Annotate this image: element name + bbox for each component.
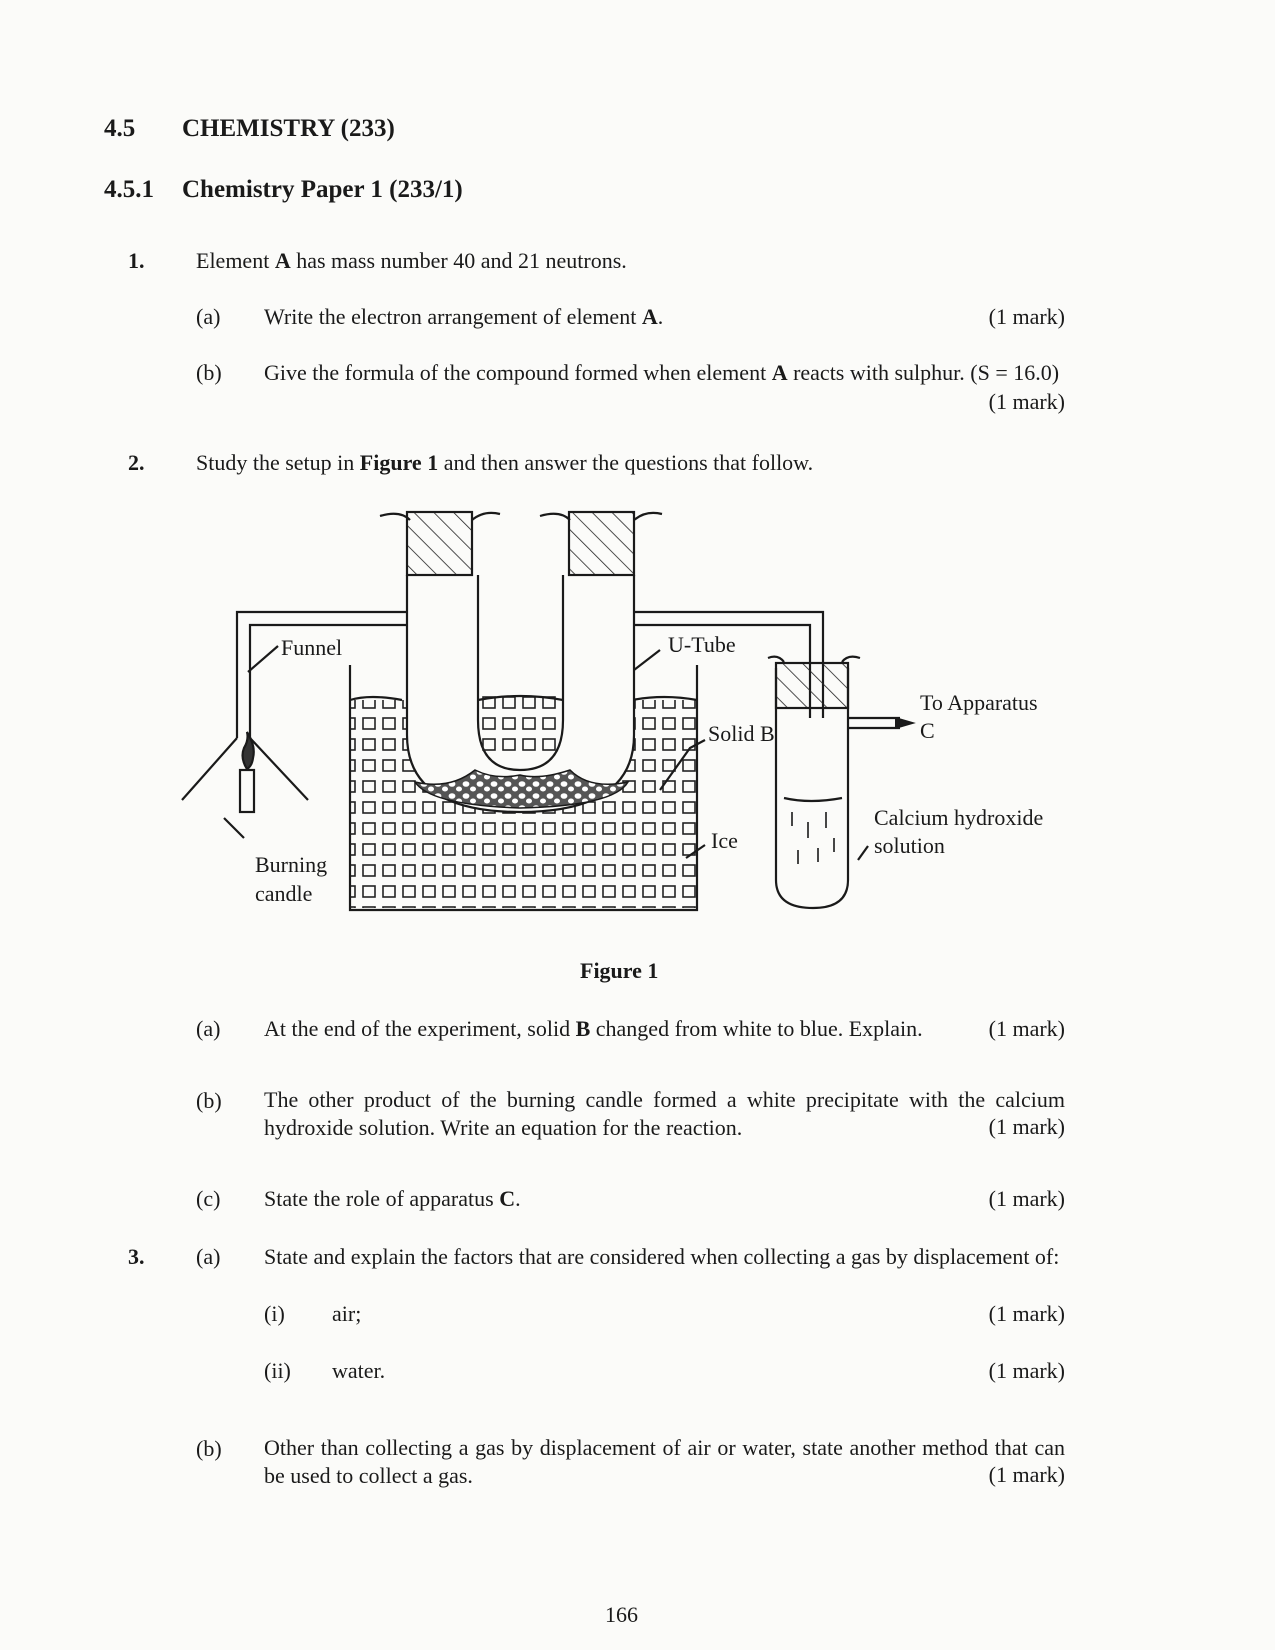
section-title: CHEMISTRY (233) bbox=[182, 115, 395, 142]
label-ice: Ice bbox=[711, 828, 738, 853]
q3b-text: Other than collecting a gas by displacement of air or water, state another method that can be used to collect a gas. bbox=[264, 1435, 1065, 1488]
left-stopper bbox=[407, 512, 472, 575]
q1-stem: Element A has mass number 40 and 21 neutrons. bbox=[196, 248, 627, 273]
label-solution: solution bbox=[874, 833, 945, 858]
q3ai-text: air; bbox=[332, 1301, 362, 1326]
q3b-mark: (1 mark) bbox=[988, 1462, 1065, 1487]
label-funnel: Funnel bbox=[281, 635, 343, 660]
q1a-label: (a) bbox=[196, 304, 221, 329]
q2c-mark: (1 mark) bbox=[988, 1186, 1065, 1211]
label-to-apparatus: To Apparatus bbox=[920, 690, 1038, 715]
figure-caption: Figure 1 bbox=[580, 958, 659, 983]
q3aii-label: (ii) bbox=[264, 1358, 291, 1383]
q2b-text: The other product of the burning candle formed a white precipitate with the calcium hydroxide solution. Write an equation for the reaction. bbox=[264, 1087, 1065, 1140]
q1b-label: (b) bbox=[196, 360, 222, 385]
q2c-label: (c) bbox=[196, 1186, 221, 1211]
q2b-mark: (1 mark) bbox=[988, 1114, 1065, 1139]
q2a-label: (a) bbox=[196, 1016, 221, 1041]
q3a-label: (a) bbox=[196, 1244, 221, 1269]
label-apparatus-c: C bbox=[920, 718, 935, 743]
q1a-text: Write the electron arrangement of element A. bbox=[264, 304, 664, 329]
flame bbox=[243, 732, 254, 769]
candle bbox=[240, 770, 254, 812]
q1b-mark: (1 mark) bbox=[988, 389, 1065, 414]
section-number: 4.5 bbox=[104, 115, 136, 142]
q2a-text: At the end of the experiment, solid B changed from white to blue. Explain. bbox=[264, 1016, 923, 1041]
q3-number: 3. bbox=[128, 1244, 145, 1269]
q3ai-mark: (1 mark) bbox=[988, 1301, 1065, 1326]
right-stopper bbox=[569, 512, 634, 575]
label-u-tube: U-Tube bbox=[668, 632, 736, 657]
q2b-label: (b) bbox=[196, 1088, 222, 1113]
label-candle: candle bbox=[255, 881, 313, 906]
q2a-mark: (1 mark) bbox=[988, 1016, 1065, 1041]
q3a-text: State and explain the factors that are considered when collecting a gas by displacement of: bbox=[264, 1244, 1060, 1269]
label-burning: Burning bbox=[255, 852, 328, 877]
label-calcium-hydroxide: Calcium hydroxide bbox=[874, 805, 1044, 830]
q1a-mark: (1 mark) bbox=[988, 304, 1065, 329]
q3aii-mark: (1 mark) bbox=[988, 1358, 1065, 1383]
subsection-number: 4.5.1 bbox=[104, 176, 154, 203]
q2-number: 2. bbox=[128, 450, 145, 475]
subsection-title: Chemistry Paper 1 (233/1) bbox=[182, 176, 463, 203]
page-number: 166 bbox=[605, 1602, 638, 1627]
q2-stem: Study the setup in Figure 1 and then answer the questions that follow. bbox=[196, 450, 814, 475]
q3b-label: (b) bbox=[196, 1436, 222, 1461]
test-tube-stopper bbox=[776, 663, 848, 708]
q3ai-label: (i) bbox=[264, 1301, 285, 1326]
q1b-text: Give the formula of the compound formed when element A reacts with sulphur. (S = 16.0) bbox=[264, 360, 1060, 385]
q2c-text: State the role of apparatus C. bbox=[264, 1186, 521, 1211]
q3aii-text: water. bbox=[332, 1358, 386, 1383]
q1-number: 1. bbox=[128, 248, 145, 273]
label-solid-b: Solid B bbox=[708, 721, 775, 746]
